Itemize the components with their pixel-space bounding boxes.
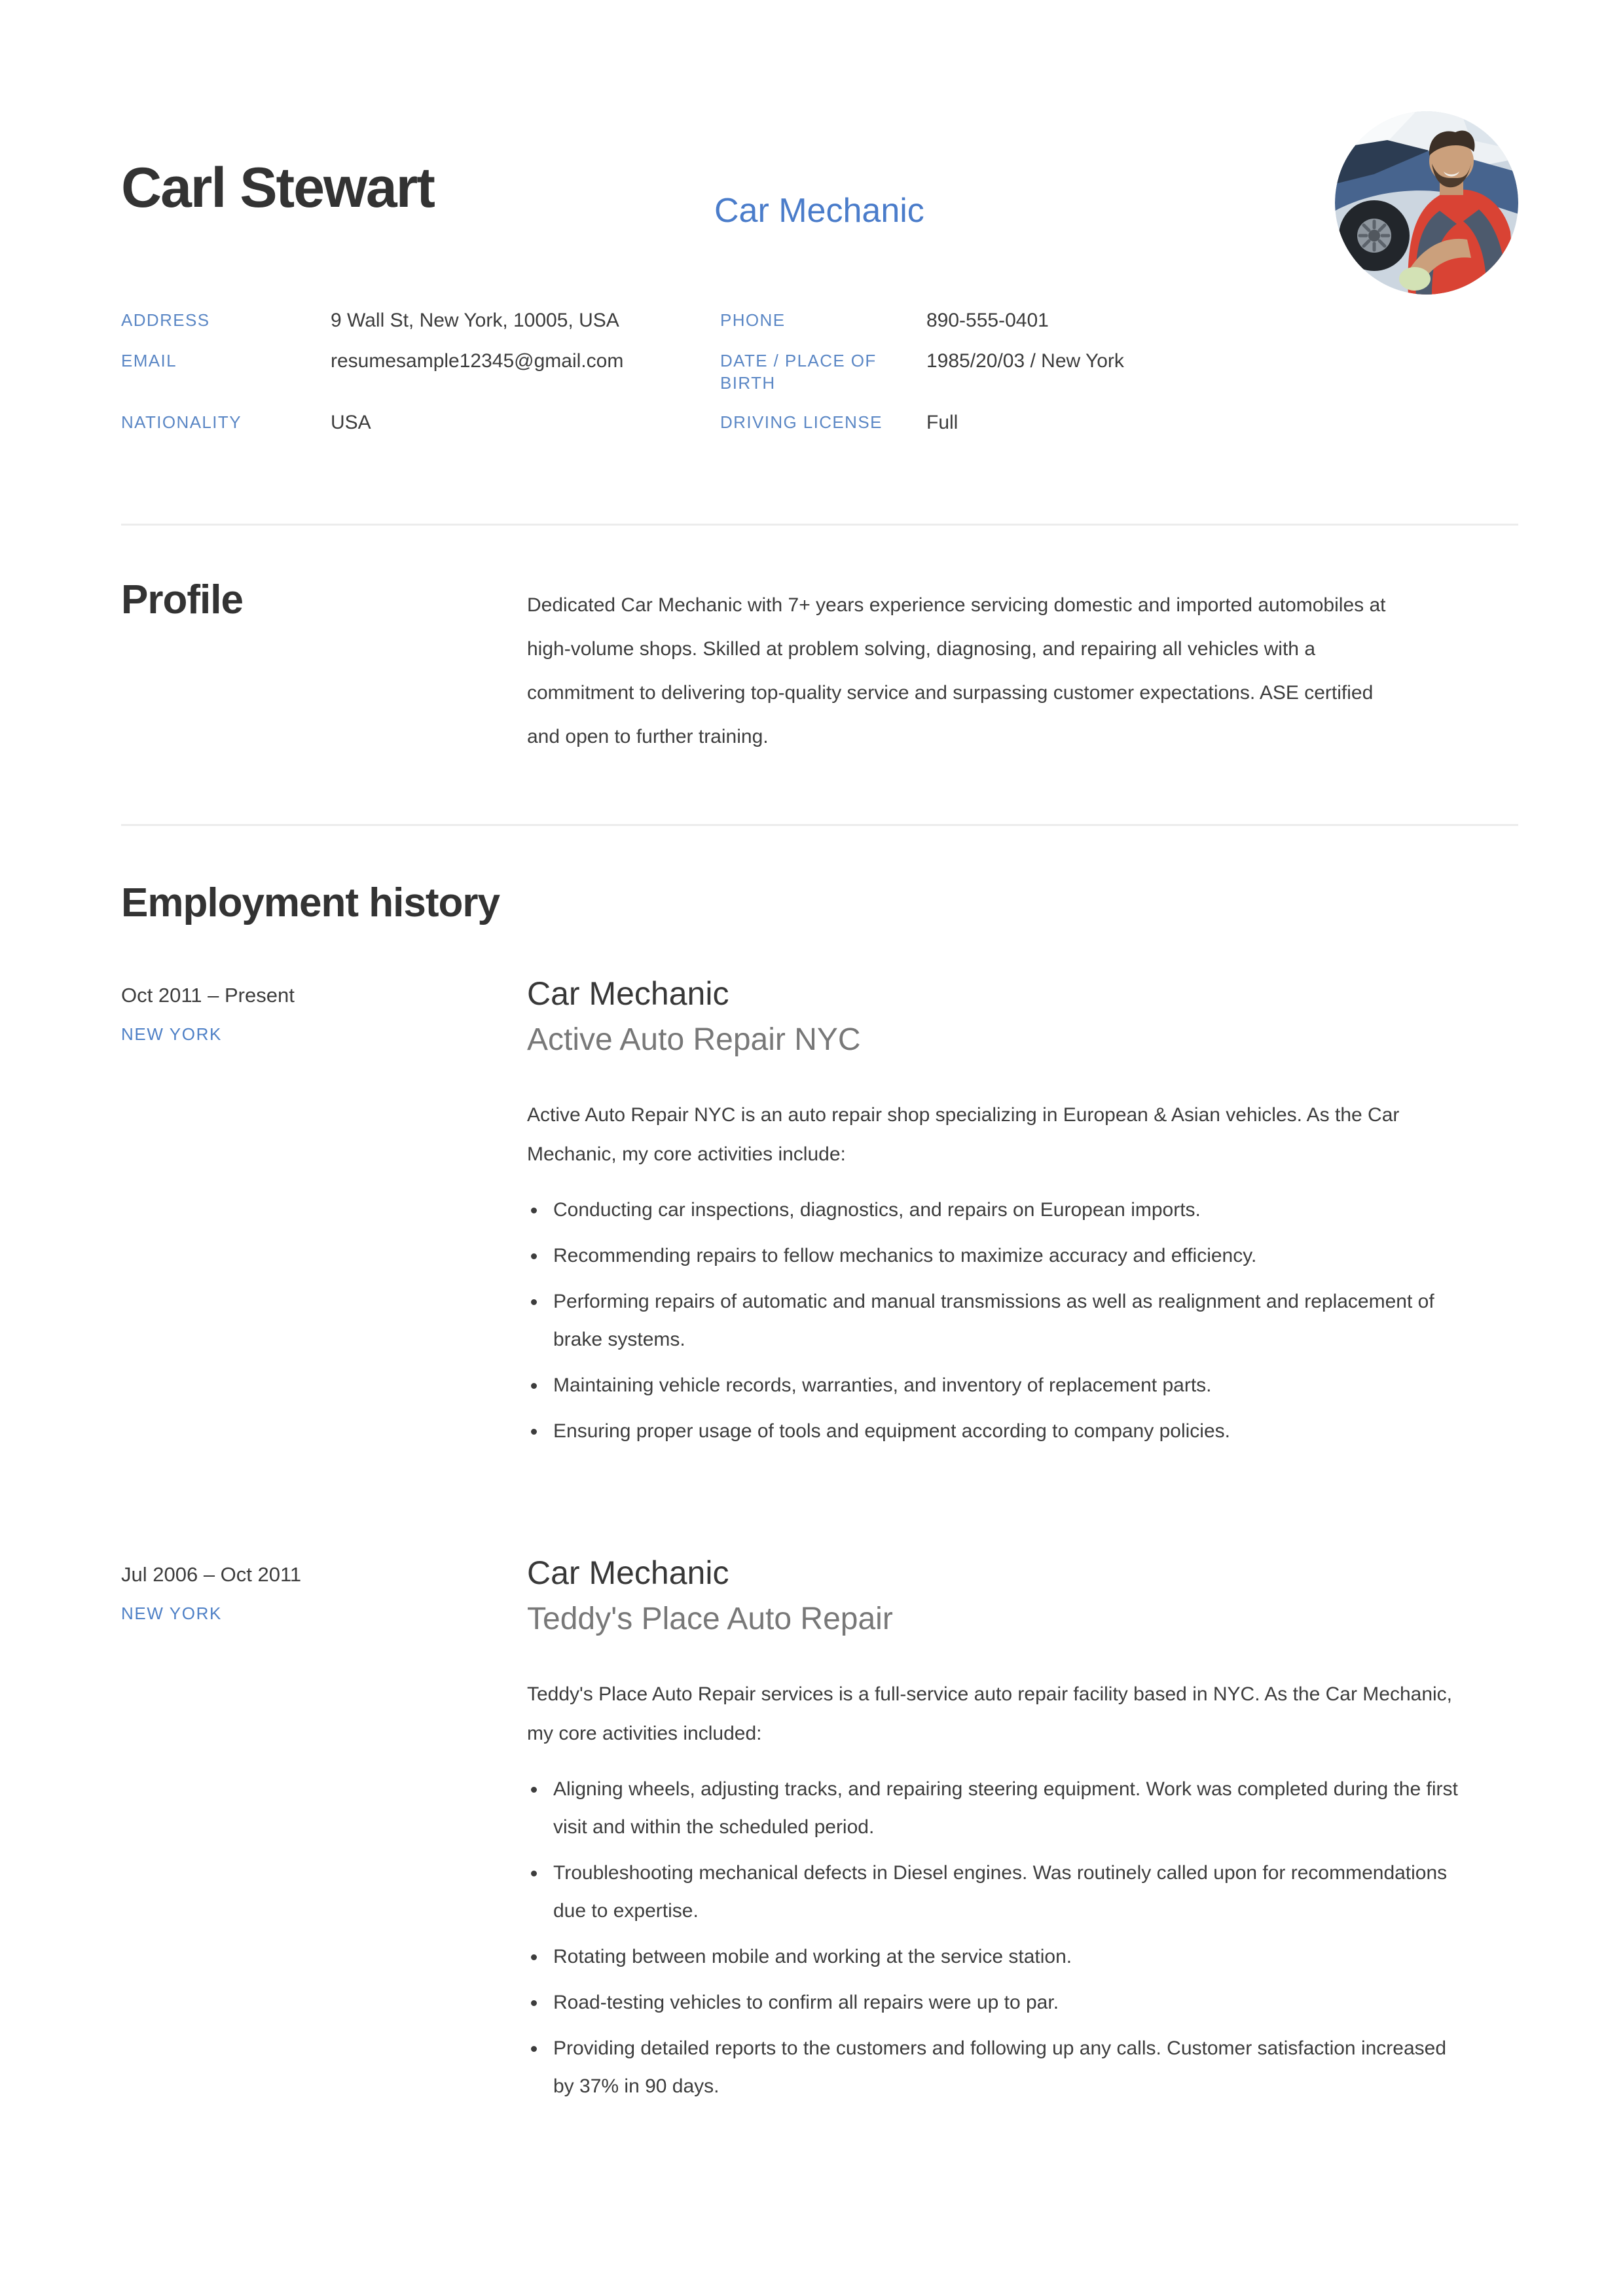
contact-value-email: resumesample12345@gmail.com [331,350,624,372]
job-dates: Oct 2011 – Present [121,984,295,1007]
job-title: Car Mechanic [527,1554,729,1591]
job-company: Active Auto Repair NYC [527,1022,861,1057]
employment-heading: Employment history [121,880,500,925]
bullet-item: Aligning wheels, adjusting tracks, and repairing steering equipment. Work was completed during the first visit and within the scheduled period. [527,1770,1463,1846]
job-description: Active Auto Repair NYC is an auto repair shop specializing in European & Asian vehicles. As the Car Mechanic, my core activities include: [527,1104,1400,1165]
profile-section [121,526,1518,824]
job-details [527,1554,1518,2106]
contact-info [121,309,1518,435]
profile-heading: Profile [121,577,243,622]
contact-value-nationality: USA [331,412,371,433]
bullet-item: Rotating between mobile and working at the service station. [527,1938,1463,1976]
contact-label: DATE / PLACE OF BIRTH [720,351,877,393]
contact-label: DRIVING LICENSE [720,412,883,432]
profile-photo [1335,111,1518,295]
contact-value-birth: 1985/20/03 / New York [926,350,1124,372]
job-entry [121,975,1518,1450]
contact-label: EMAIL [121,351,177,370]
bullet-item: Conducting car inspections, diagnostics, and repairs on European imports. [527,1191,1463,1229]
candidate-name: Carl Stewart [121,156,434,219]
bullet-item: Ensuring proper usage of tools and equipment according to company policies. [527,1412,1463,1450]
job-location: NEW YORK [121,1024,222,1044]
contact-value-address: 9 Wall St, New York, 10005, USA [331,310,619,331]
candidate-job-title: Car Mechanic [714,192,924,230]
contact-label: ADDRESS [121,310,210,330]
header [121,0,1518,524]
job-meta [121,1554,527,2106]
bullet-item: Road-testing vehicles to confirm all repairs were up to par. [527,1984,1463,2022]
job-bullet-list [527,1191,1518,1450]
contact-label: NATIONALITY [121,412,242,432]
job-location: NEW YORK [121,1604,222,1623]
contact-value-phone: 890-555-0401 [926,310,1049,331]
bullet-item: Troubleshooting mechanical defects in Diesel engines. Was routinely called upon for recommendations due to expertise. [527,1854,1463,1930]
bullet-item: Performing repairs of automatic and manual transmissions as well as realignment and replacement of brake systems. [527,1283,1463,1359]
bullet-item: Recommending repairs to fellow mechanics to maximize accuracy and efficiency. [527,1237,1463,1275]
job-bullet-list [527,1770,1518,2106]
job-meta [121,975,527,1450]
bullet-item: Providing detailed reports to the customers and following up any calls. Customer satisfaction increased by 37% in 90 days. [527,2030,1463,2106]
job-title: Car Mechanic [527,975,729,1012]
job-dates: Jul 2006 – Oct 2011 [121,1563,302,1586]
job-details [527,975,1518,1450]
bullet-item: Maintaining vehicle records, warranties, and inventory of replacement parts. [527,1367,1463,1405]
job-description: Teddy's Place Auto Repair services is a full-service auto repair facility based in NYC. As the Car Mechanic, my core activities included: [527,1683,1453,1744]
mechanic-portrait-illustration [1335,111,1518,295]
employment-section [121,826,1518,2184]
contact-label: PHONE [720,310,786,330]
job-company: Teddy's Place Auto Repair [527,1602,893,1636]
job-entry [121,1554,1518,2106]
contact-value-license: Full [926,412,958,433]
profile-text: Dedicated Car Mechanic with 7+ years experience servicing domestic and imported automobiles at high-volume shops. Skilled at problem solving, diagnosing, and repairing all vehicles with a commitment to delivering top-quality service and surpassing customer expectations. ASE certified and open to further training. [527,594,1386,747]
